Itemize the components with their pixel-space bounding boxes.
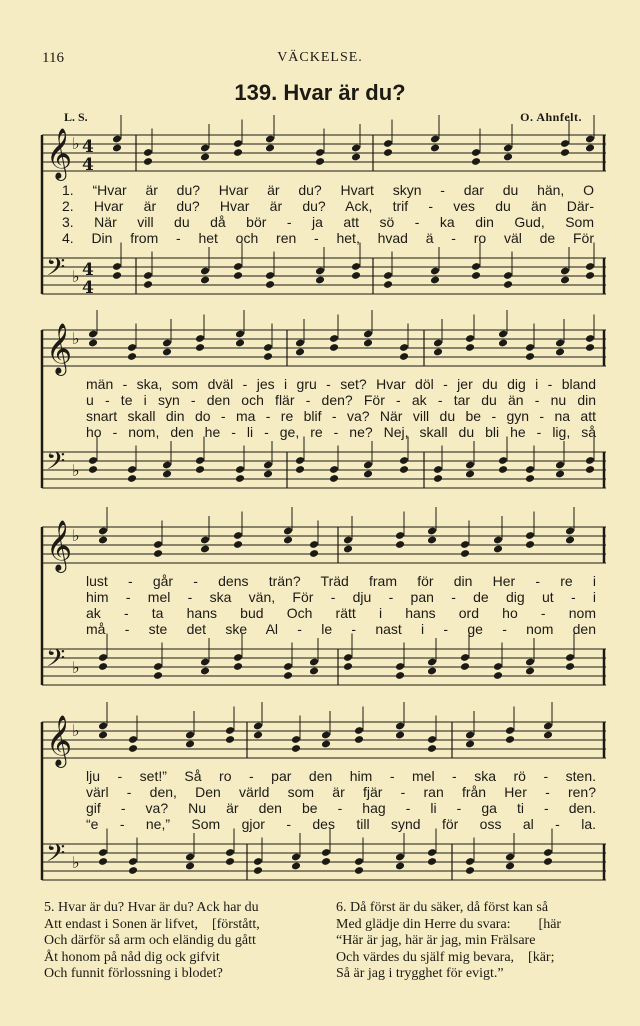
note-head: [291, 862, 301, 871]
note-head: [195, 465, 205, 474]
note-head: [253, 866, 263, 875]
flat-key-signature-icon: ♭: [72, 658, 80, 677]
note-head: [460, 662, 470, 671]
note-head: [399, 352, 409, 361]
lyric-line: “e - ne,” Som gjor - des till synd för oss al - la.: [86, 816, 596, 832]
flat-key-signature-icon: ♭: [72, 329, 80, 348]
meter-label: L. S.: [64, 110, 88, 124]
lyric-line: u - te i syn - den och flär - den? För - ak - tar du än - nu din: [86, 392, 596, 408]
note-head: [98, 857, 108, 866]
stanza-6: 6. Då först är du säker, då först kan så Med glädje din Herre du svara: [här “Här är jag, här är jag, min Frälsare Och värdes du själf mig bevara, [kär; Så är jag i trygghet för evigt.”: [336, 900, 562, 981]
note-head: [430, 144, 440, 153]
note-head: [363, 339, 373, 348]
flat-key-signature-icon: ♭: [72, 853, 80, 872]
note-head: [343, 662, 353, 671]
composer-credit: O. Ahnfelt.: [520, 110, 582, 124]
note-head: [235, 474, 245, 483]
treble-clef-icon: 𝄞: [46, 715, 73, 766]
note-head: [471, 157, 481, 166]
note-head: [153, 671, 163, 680]
time-signature: 4: [82, 260, 94, 280]
note-head: [565, 536, 575, 545]
note-head: [585, 465, 595, 474]
flat-key-signature-icon: ♭: [72, 721, 80, 740]
note-head: [329, 343, 339, 352]
time-signature: 4: [82, 278, 94, 298]
note-head: [395, 731, 405, 740]
note-head: [127, 352, 137, 361]
bass-clef-icon: 𝄢: [46, 644, 66, 679]
note-head: [88, 339, 98, 348]
note-head: [585, 343, 595, 352]
note-head: [283, 536, 293, 545]
treble-clef-icon: 𝄞: [46, 323, 73, 374]
note-head: [505, 735, 515, 744]
note-head: [560, 148, 570, 157]
note-head: [427, 857, 437, 866]
note-head: [525, 474, 535, 483]
treble-clef-icon: 𝄞: [46, 128, 73, 179]
note-head: [162, 348, 172, 357]
note-head: [493, 545, 503, 554]
note-head: [555, 470, 565, 479]
note-head: [195, 343, 205, 352]
note-head: [498, 465, 508, 474]
note-head: [498, 339, 508, 348]
note-head: [200, 545, 210, 554]
note-head: [127, 474, 137, 483]
note-head: [162, 470, 172, 479]
note-head: [525, 540, 535, 549]
note-head: [433, 348, 443, 357]
note-head: [235, 339, 245, 348]
note-head: [295, 348, 305, 357]
note-head: [200, 276, 210, 285]
time-signature: 4: [82, 155, 94, 175]
note-head: [233, 271, 243, 280]
note-head: [433, 474, 443, 483]
note-head: [427, 536, 437, 545]
note-head: [233, 540, 243, 549]
note-head: [465, 343, 475, 352]
note-head: [427, 667, 437, 676]
note-head: [200, 153, 210, 162]
note-head: [525, 667, 535, 676]
note-head: [460, 549, 470, 558]
note-head: [351, 153, 361, 162]
running-title: VÄCKELSE.: [277, 50, 363, 65]
note-head: [427, 744, 437, 753]
lyric-line: 4. Din from - het och ren - het, hvad ä - ro väl de För: [62, 230, 594, 246]
treble-clef-icon: 𝄞: [46, 520, 73, 571]
note-head: [315, 276, 325, 285]
note-head: [98, 662, 108, 671]
note-head: [351, 271, 361, 280]
note-head: [128, 744, 138, 753]
note-head: [233, 662, 243, 671]
note-head: [471, 271, 481, 280]
note-head: [265, 280, 275, 289]
note-head: [263, 352, 273, 361]
note-head: [383, 280, 393, 289]
note-head: [503, 153, 513, 162]
stanza-5: 5. Hvar är du? Hvar är du? Ack har du Att endast i Sonen är lifvet, [förstått, Och därför så arm och eländig du gått Åt honom på nåd dig ock gifvit Och funnit förlossning i blodet?: [44, 900, 260, 981]
lyric-line: gif - va? Nu är den be - hag - li - ga ti - den.: [86, 800, 596, 816]
bass-clef-icon: 𝄢: [46, 447, 66, 482]
note-head: [465, 866, 475, 875]
note-head: [225, 735, 235, 744]
note-head: [363, 470, 373, 479]
note-head: [560, 276, 570, 285]
bass-clef-icon: 𝄢: [46, 839, 66, 874]
lyric-line: him - mel - ska vän, För - dju - pan - de dig ut - i: [86, 589, 596, 605]
note-head: [395, 862, 405, 871]
note-head: [143, 157, 153, 166]
note-head: [315, 157, 325, 166]
note-head: [263, 470, 273, 479]
lyric-line: 1. “Hvar är du? Hvar är du? Hvart skyn - dar du hän, O: [62, 182, 594, 198]
lyric-line: värl - den, Den värld som är fjär - ran från Her - ren?: [86, 784, 596, 800]
note-head: [430, 276, 440, 285]
note-head: [233, 148, 243, 157]
note-head: [265, 144, 275, 153]
note-head: [283, 671, 293, 680]
note-head: [543, 731, 553, 740]
flat-key-signature-icon: ♭: [72, 526, 80, 545]
note-head: [128, 866, 138, 875]
lyric-line: 3. När vill du då bör - ja att sö - ka din Gud, Som: [62, 214, 594, 230]
note-head: [585, 271, 595, 280]
note-head: [343, 545, 353, 554]
note-head: [98, 731, 108, 740]
lyric-line: ho - nom, den he - li - ge, re - ne? Nej, skall du bli he - lig, så: [86, 424, 596, 440]
note-head: [505, 862, 515, 871]
lyric-line: 2. Hvar är du? Hvar är du? Ack, trif - ves du än Där-: [62, 198, 594, 214]
note-head: [395, 540, 405, 549]
note-head: [565, 662, 575, 671]
note-head: [321, 857, 331, 866]
note-head: [465, 740, 475, 749]
flat-key-signature-icon: ♭: [72, 267, 80, 286]
note-head: [525, 352, 535, 361]
bass-clef-icon: 𝄢: [46, 253, 66, 288]
note-head: [555, 348, 565, 357]
note-head: [399, 465, 409, 474]
lyric-line: lju - set!” Så ro - par den him - mel - ska rö - sten.: [86, 768, 596, 784]
note-head: [309, 667, 319, 676]
lyric-line: må - ste det ske Al - le - nast i - ge - nom den: [86, 621, 596, 637]
time-signature: 4: [82, 137, 94, 157]
note-head: [329, 474, 339, 483]
note-head: [200, 667, 210, 676]
lyric-line: män - ska, som dväl - jes i gru - set? Hvar döl - jer du dig i - bland: [86, 376, 596, 392]
note-head: [321, 740, 331, 749]
note-head: [383, 148, 393, 157]
note-head: [153, 549, 163, 558]
hymn-title: 139. Hvar är du?: [234, 80, 406, 105]
note-head: [185, 862, 195, 871]
page-number: 116: [42, 50, 64, 66]
flat-key-signature-icon: ♭: [72, 461, 80, 480]
note-head: [143, 280, 153, 289]
note-head: [291, 744, 301, 753]
note-head: [225, 857, 235, 866]
note-head: [493, 671, 503, 680]
lyric-line: ak - ta hans bud Och rätt i hans ord ho - nom: [86, 605, 596, 621]
note-head: [585, 144, 595, 153]
note-head: [354, 866, 364, 875]
note-head: [112, 271, 122, 280]
note-head: [543, 857, 553, 866]
note-head: [395, 671, 405, 680]
flat-key-signature-icon: ♭: [72, 134, 80, 153]
note-head: [309, 549, 319, 558]
note-head: [354, 735, 364, 744]
note-head: [503, 280, 513, 289]
note-head: [112, 144, 122, 153]
lyric-line: lust - går - dens trän? Träd fram för din Her - re i: [86, 573, 596, 589]
note-head: [88, 465, 98, 474]
note-head: [295, 465, 305, 474]
note-head: [253, 731, 263, 740]
note-head: [98, 536, 108, 545]
lyric-line: snart skall din do - ma - re blif - va? När vill du be - gyn - na att: [86, 408, 596, 424]
note-head: [465, 470, 475, 479]
note-head: [185, 740, 195, 749]
